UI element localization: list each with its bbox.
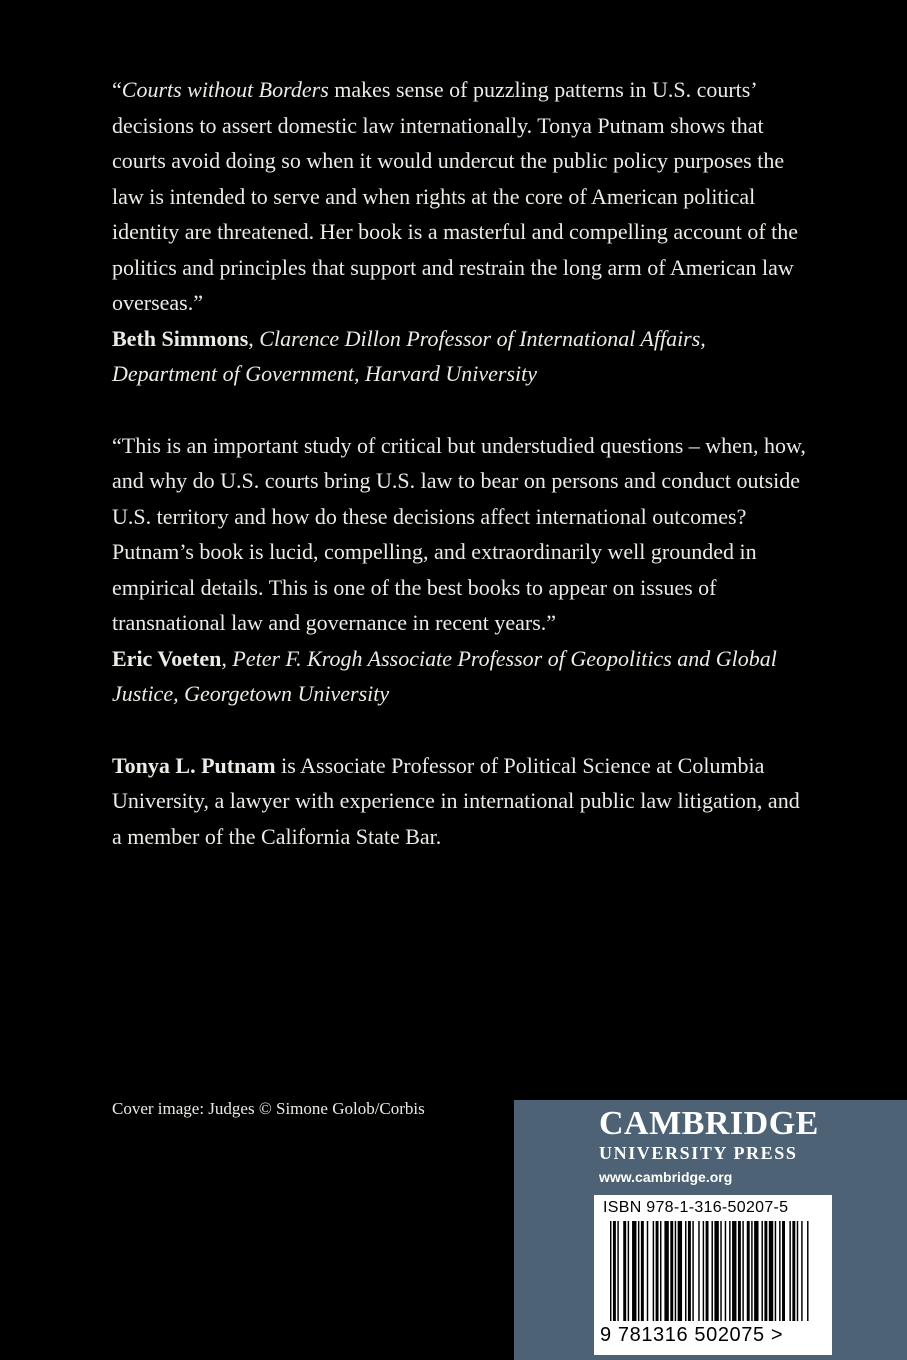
open-quote: “ bbox=[112, 77, 122, 102]
barcode-bar bbox=[623, 1221, 626, 1321]
barcode-bar bbox=[688, 1221, 691, 1321]
author-bio-text: is Associate Professor of Political Science at Columbia University, a lawyer with experience in international public law litigation, and a member of the California State Bar. bbox=[112, 752, 800, 849]
review-1 bbox=[112, 72, 812, 392]
reviewer-1-name: Beth Simmons bbox=[112, 325, 249, 351]
barcode-bar bbox=[801, 1221, 802, 1321]
barcode-bar bbox=[775, 1221, 776, 1321]
reviewer-2-title: Peter F. Krogh Associate Professor of Geopolitics and Global Justice, Georgetown University bbox=[112, 645, 777, 706]
barcode-bar bbox=[738, 1221, 741, 1321]
barcode-box bbox=[594, 1195, 832, 1355]
barcode-bar bbox=[632, 1221, 636, 1321]
barcode-bar bbox=[610, 1221, 611, 1321]
publisher-name: CAMBRIDGE bbox=[599, 1105, 819, 1142]
barcode-bar bbox=[678, 1221, 682, 1321]
barcode-bar bbox=[641, 1221, 644, 1321]
publisher-subtitle: UNIVERSITY PRESS bbox=[599, 1143, 798, 1163]
book-title: Courts without Borders bbox=[121, 77, 329, 102]
reviewer-1-separator: , bbox=[248, 325, 260, 351]
barcode-bar bbox=[754, 1221, 758, 1321]
barcode-bar bbox=[613, 1221, 616, 1321]
barcode-bar bbox=[703, 1221, 704, 1321]
barcode-bar bbox=[675, 1221, 676, 1321]
barcode-bar bbox=[706, 1221, 709, 1321]
barcode-bars bbox=[610, 1221, 810, 1321]
barcode-bar bbox=[653, 1221, 654, 1321]
barcode-bar bbox=[725, 1221, 726, 1321]
barcode-bar bbox=[789, 1221, 790, 1321]
reviewer-2-name: Eric Voeten bbox=[112, 645, 222, 671]
barcode-bar bbox=[729, 1221, 730, 1321]
barcode-bar bbox=[779, 1221, 780, 1321]
reviewer-1-title: Clarence Dillon Professor of International Affairs, Department of Government, Harvard University bbox=[112, 325, 706, 386]
barcode-bar bbox=[747, 1221, 750, 1321]
barcode-digits: 9 781316 502075 > bbox=[600, 1324, 784, 1346]
barcode-bar bbox=[807, 1221, 808, 1321]
barcode-bar bbox=[698, 1221, 699, 1321]
barcode-bar bbox=[660, 1221, 661, 1321]
barcode-bar bbox=[742, 1221, 743, 1321]
cover-image-credit: Cover image: Judges © Simone Golob/Corbis bbox=[112, 1099, 425, 1118]
reviewer-2-separator: , bbox=[221, 645, 233, 671]
barcode-bar bbox=[714, 1221, 718, 1321]
review-2 bbox=[112, 428, 812, 712]
barcode-bar bbox=[761, 1221, 762, 1321]
author-name: Tonya L. Putnam bbox=[112, 752, 276, 778]
barcode-bar bbox=[692, 1221, 693, 1321]
barcode-bar bbox=[764, 1221, 767, 1321]
barcode-bar bbox=[617, 1221, 618, 1321]
barcode-bar bbox=[782, 1221, 785, 1321]
author-bio bbox=[112, 748, 812, 855]
barcode-bar bbox=[720, 1221, 721, 1321]
barcode-bar bbox=[647, 1221, 648, 1321]
barcode-bar bbox=[628, 1221, 629, 1321]
barcode-bar bbox=[670, 1221, 673, 1321]
barcode-bar bbox=[638, 1221, 639, 1321]
barcode-bar bbox=[656, 1221, 659, 1321]
barcode-bar bbox=[797, 1221, 798, 1321]
barcode-bar bbox=[711, 1221, 712, 1321]
barcode-bar bbox=[751, 1221, 752, 1321]
publisher-url: www.cambridge.org bbox=[599, 1169, 733, 1185]
review-2-text: “This is an important study of critical but understudied questions – when, how, and why do U.S. courts bring U.S. law to bear on persons and conduct outside U.S. territory and how do these decisions affect international outcomes? Putnam’s book is lucid, compelling, and extraordinarily well grounded in empirical details. This is one of the best books to appear on issues of transnational law and governance in recent years.” bbox=[112, 432, 806, 635]
barcode-bar bbox=[664, 1221, 668, 1321]
barcode-bar bbox=[732, 1221, 736, 1321]
back-cover-text bbox=[112, 72, 812, 854]
barcode-bar bbox=[769, 1221, 773, 1321]
review-1-text: makes sense of puzzling patterns in U.S. courts’ decisions to assert domestic law internationally. Tonya Putnam shows that courts avoid doing so when it would undercut the public policy purposes the law is intended to serve and when rights at the core of American political identity are threatened. Her book is a masterful and compelling account of the politics and principles that support and restrain the long arm of American law overseas.” bbox=[112, 77, 799, 315]
isbn-label: ISBN 978-1-316-50207-5 bbox=[603, 1199, 789, 1216]
publisher-panel bbox=[514, 1100, 907, 1360]
barcode-bar bbox=[685, 1221, 686, 1321]
barcode-bar bbox=[792, 1221, 795, 1321]
